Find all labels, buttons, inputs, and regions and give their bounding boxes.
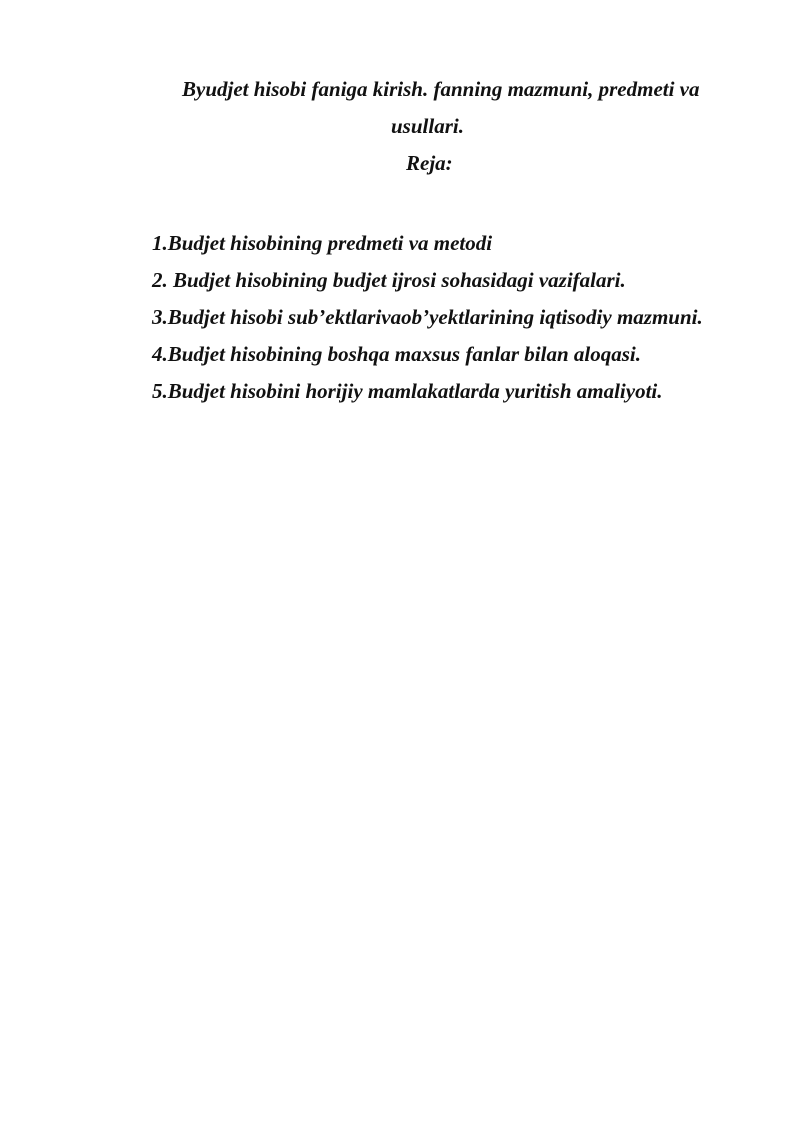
plan-heading: Reja:	[406, 151, 453, 175]
plan-list	[152, 225, 703, 410]
plan-item-1: 1.Budjet hisobining predmeti va metodi	[152, 231, 493, 255]
plan-item-3: 3.Budjet hisobi sub’ektlarivaob’yektlarining iqtisodiy mazmuni.	[152, 305, 703, 329]
plan-item-5: 5.Budjet hisobini horijiy mamlakatlarda yuritish amaliyoti.	[152, 379, 663, 403]
document-title-line-2: usullari.	[391, 114, 464, 138]
plan-item-4: 4.Budjet hisobining boshqa maxsus fanlar bilan aloqasi.	[152, 342, 641, 366]
plan-item-2: 2. Budjet hisobining budjet ijrosi sohasidagi vazifalari.	[152, 268, 626, 292]
document-title-line-1: Byudjet hisobi faniga kirish. fanning mazmuni, predmeti va	[182, 77, 700, 101]
